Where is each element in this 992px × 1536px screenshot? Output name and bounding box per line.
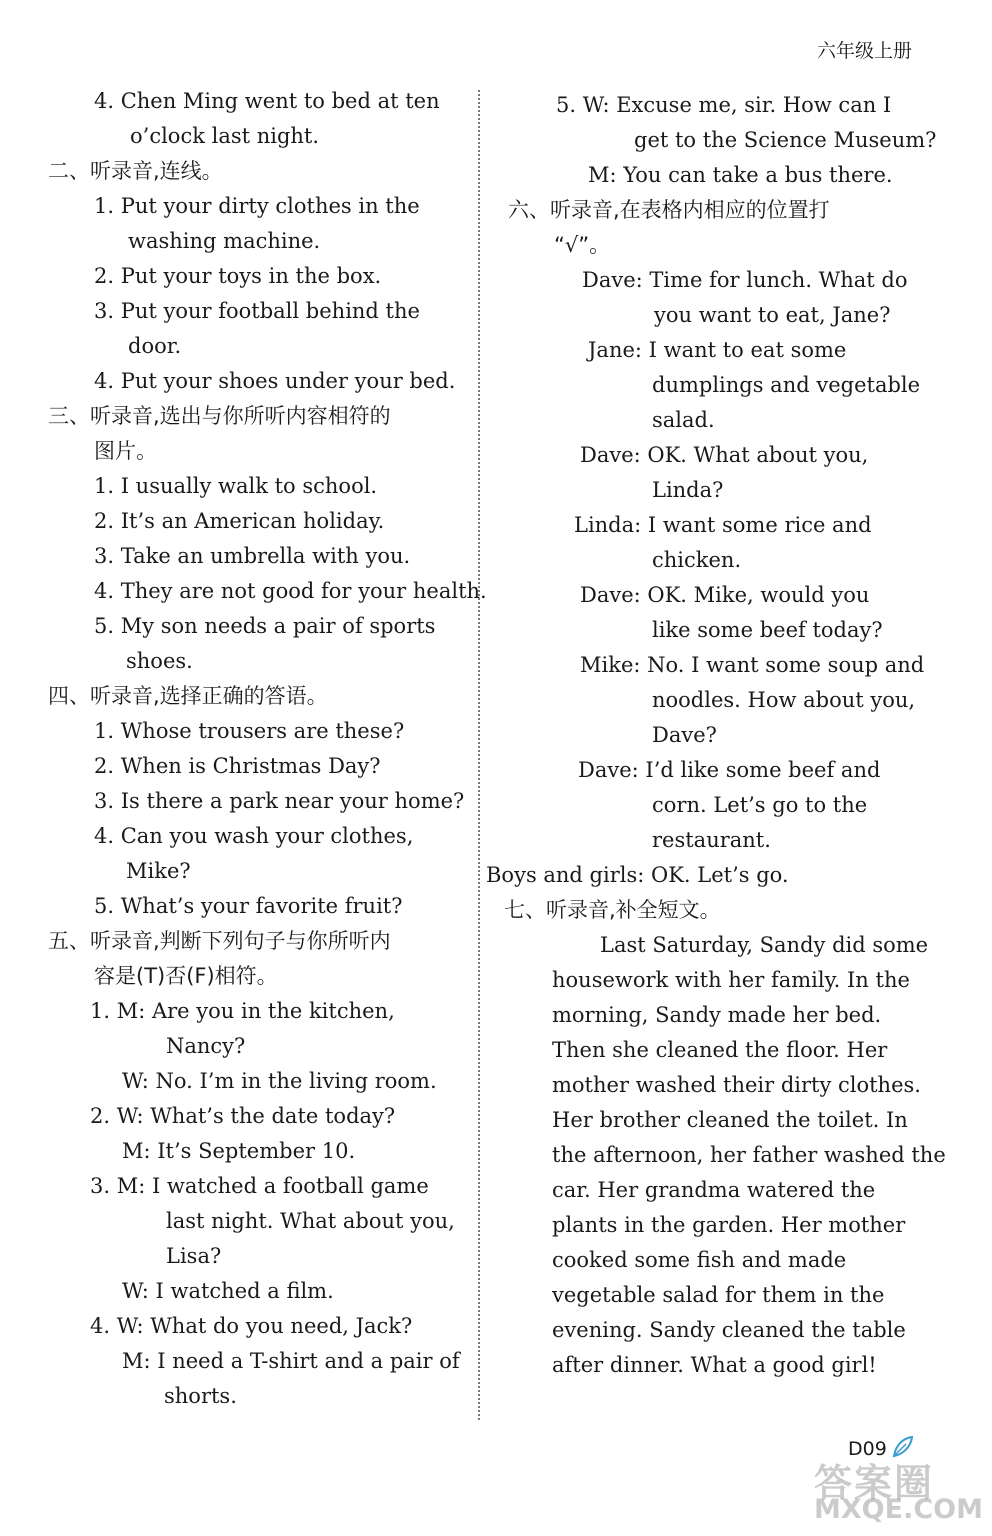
text-line: W: I watched a film.	[122, 1279, 334, 1303]
section-title: 四、听录音,选择正确的答语。	[48, 684, 328, 708]
text-line: Lisa?	[166, 1244, 222, 1268]
section-title: 二、听录音,连线。	[48, 159, 223, 183]
right-column	[486, 88, 946, 1383]
text-line: 5. W: Excuse me, sir. How can I	[556, 93, 892, 117]
text-line: 1. I usually walk to school.	[94, 474, 378, 498]
text-line: 2. When is Christmas Day?	[94, 754, 381, 778]
text-line: 4. They are not good for your health.	[94, 579, 487, 603]
dialogue-line: dumplings and vegetable	[652, 373, 921, 397]
passage-line: housework with her family. In the	[552, 968, 910, 992]
text-line: 3. Is there a park near your home?	[94, 789, 465, 813]
text-line: 4. Put your shoes under your bed.	[94, 369, 456, 393]
text-line: last night. What about you,	[166, 1209, 455, 1233]
text-line: 5. My son needs a pair of sports	[94, 614, 436, 638]
passage-line: evening. Sandy cleaned the table	[552, 1318, 906, 1342]
left-column	[48, 84, 487, 1414]
text-line: 4. W: What do you need, Jack?	[90, 1314, 413, 1338]
text-line: 1. Whose trousers are these?	[94, 719, 405, 743]
dialogue-line: restaurant.	[652, 828, 771, 852]
watermark-logo: 答案圈	[814, 1461, 935, 1505]
dialogue-line: Mike: No. I want some soup and	[580, 653, 925, 677]
text-line: shoes.	[126, 649, 193, 673]
text-line: shorts.	[164, 1384, 237, 1408]
text-line: 4. Can you wash your clothes,	[94, 824, 414, 848]
dialogue-line: Dave: Time for lunch. What do	[582, 268, 908, 292]
text-line: 1. M: Are you in the kitchen,	[90, 999, 395, 1023]
dialogue-line: Boys and girls: OK. Let’s go.	[486, 863, 789, 887]
dialogue-line: salad.	[652, 408, 715, 432]
passage-line: Then she cleaned the floor. Her	[552, 1038, 888, 1062]
passage-line: vegetable salad for them in the	[552, 1283, 885, 1307]
text-line: Mike?	[126, 859, 191, 883]
passage-line: after dinner. What a good girl!	[552, 1353, 877, 1377]
text-line: M: It’s September 10.	[122, 1139, 356, 1163]
text-line: o’clock last night.	[130, 124, 320, 148]
dialogue-line: like some beef today?	[652, 618, 883, 642]
dialogue-line: Dave?	[652, 723, 717, 747]
passage-line: car. Her grandma watered the	[552, 1178, 876, 1202]
section-title-cont: 图片。	[94, 439, 157, 463]
passage-line: mother washed their dirty clothes.	[552, 1073, 921, 1097]
passage-line: the afternoon, her father washed the	[552, 1143, 946, 1167]
text-line: M: You can take a bus there.	[588, 163, 893, 187]
dialogue-line: you want to eat, Jane?	[654, 303, 891, 327]
passage-line: morning, Sandy made her bed.	[552, 1003, 882, 1027]
text-line: 1. Put your dirty clothes in the	[94, 194, 420, 218]
dialogue-line: Dave: OK. What about you,	[580, 443, 869, 467]
passage-line: Last Saturday, Sandy did some	[600, 933, 929, 957]
dialogue-line: Linda: I want some rice and	[574, 513, 872, 537]
section-title: 六、听录音,在表格内相应的位置打	[508, 198, 830, 222]
section-title-cont: 容是(T)否(F)相符。	[94, 964, 278, 988]
grade-label: 六年级上册	[816, 40, 912, 62]
text-line: door.	[128, 334, 182, 358]
section-title: 三、听录音,选出与你所听内容相符的	[48, 404, 391, 428]
dialogue-line: Dave: I’d like some beef and	[578, 758, 881, 782]
section-title: 五、听录音,判断下列句子与你所听内	[48, 929, 391, 953]
passage-line: plants in the garden. Her mother	[552, 1213, 906, 1237]
text-line: W: No. I’m in the living room.	[122, 1069, 437, 1093]
watermark-url: MXQE.COM	[814, 1494, 983, 1525]
section-title-cont: “√”。	[554, 233, 611, 257]
text-line: 3. Take an umbrella with you.	[94, 544, 411, 568]
dialogue-line: corn. Let’s go to the	[652, 793, 868, 817]
passage-line: cooked some fish and made	[552, 1248, 847, 1272]
dialogue-line: noodles. How about you,	[652, 688, 916, 712]
text-line: M: I need a T-shirt and a pair of	[122, 1349, 460, 1373]
dialogue-line: Jane: I want to eat some	[588, 338, 847, 362]
text-line: Nancy?	[166, 1034, 246, 1058]
dialogue-line: chicken.	[652, 548, 742, 572]
column-divider	[478, 90, 480, 1420]
dialogue-line: Linda?	[652, 478, 724, 502]
text-line: washing machine.	[128, 229, 321, 253]
text-line: 3. M: I watched a football game	[90, 1174, 429, 1198]
text-line: 2. W: What’s the date today?	[90, 1104, 396, 1128]
page-number: D09	[848, 1438, 887, 1460]
text-line: 5. What’s your favorite fruit?	[94, 894, 403, 918]
section-title: 七、听录音,补全短文。	[504, 898, 721, 922]
text-line: 2. Put your toys in the box.	[94, 264, 382, 288]
text-line: 2. It’s an American holiday.	[94, 509, 385, 533]
dialogue-line: Dave: OK. Mike, would you	[580, 583, 870, 607]
text-line: get to the Science Museum?	[634, 128, 937, 152]
text-line: 4. Chen Ming went to bed at ten	[94, 89, 440, 113]
passage-line: Her brother cleaned the toilet. In	[552, 1108, 908, 1132]
text-line: 3. Put your football behind the	[94, 299, 420, 323]
